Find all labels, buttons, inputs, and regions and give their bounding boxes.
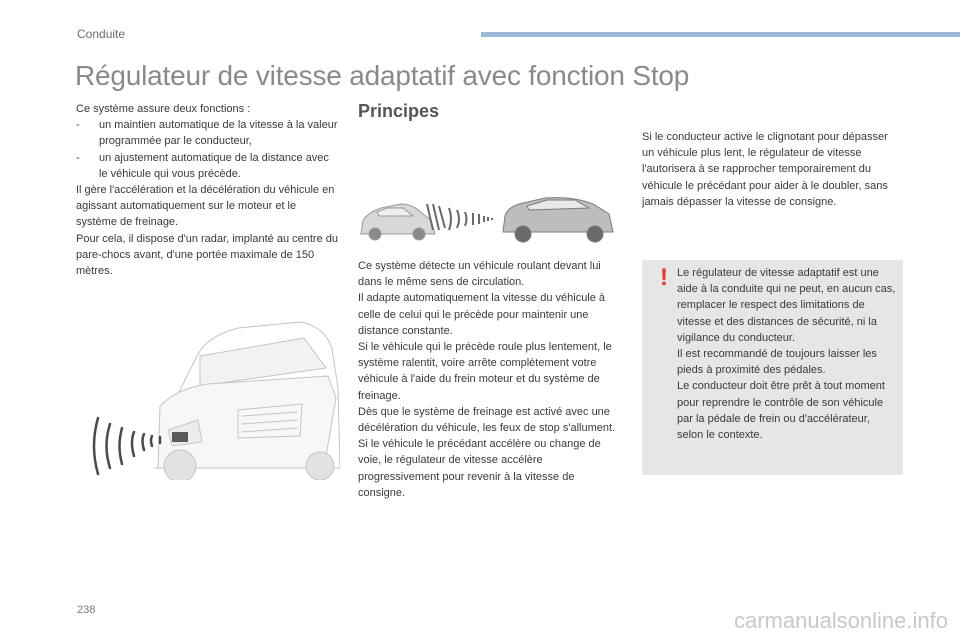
intro-list-item-text: un maintien automatique de la vitesse à la valeur programmée par le conducteur, bbox=[99, 119, 338, 148]
intro-lead: Ce système assure deux fonctions : bbox=[76, 103, 251, 115]
intro-column bbox=[76, 101, 338, 279]
principes-paragraph: Dès que le système de freinage est activé avec une décélération du véhicule, les feux de stop s'allument. bbox=[358, 405, 616, 435]
intro-paragraph: Il gère l'accélération et la décélération du véhicule en agissant automatiquement sur le moteur et le système de freinage. bbox=[76, 184, 335, 229]
header-accent-bar bbox=[481, 32, 960, 37]
section-label: Conduite bbox=[77, 27, 126, 41]
radar-following-illustration bbox=[357, 190, 617, 246]
warning-paragraph: Le conducteur doit être prêt à tout moment pour reprendre le contrôle de son véhicule par la pédale de frein ou d'accélérateur, selon le contexte. bbox=[677, 380, 885, 442]
overtake-paragraph: Si le conducteur active le clignotant pour dépasser un véhicule plus lent, le régulateur de vitesse l'autorisera à se rapprocher temporairement du véhicule le précédant pour aider à le doubler, sans jamais dépasser la vitesse de consigne. bbox=[642, 131, 888, 208]
principes-heading: Principes bbox=[358, 101, 440, 121]
intro-list-item-text: un ajustement automatique de la distance avec le véhicule qui vous précède. bbox=[99, 151, 329, 180]
page-number: 238 bbox=[77, 604, 96, 616]
page-title: Régulateur de vitesse adaptatif avec fonction Stop bbox=[75, 60, 690, 91]
principes-paragraph: Si le véhicule le précédant accélère ou change de voie, le régulateur de vitesse accélère progressivement pour revenir à la vitesse de consigne. bbox=[358, 438, 601, 499]
warning-exclamation-icon: ! bbox=[660, 264, 668, 291]
overtake-column bbox=[642, 129, 900, 210]
principes-column bbox=[358, 258, 620, 501]
principes-paragraph: Ce système détecte un véhicule roulant devant lui dans le même sens de circulation. bbox=[358, 260, 601, 289]
intro-list-item: - un ajustement automatique de la distance avec le véhicule qui vous précède. bbox=[76, 151, 329, 180]
intro-paragraph: Pour cela, il dispose d'un radar, implanté au centre du pare-chocs avant, d'une portée maximale de 150 mètres. bbox=[76, 232, 338, 278]
warning-paragraph: Le régulateur de vitesse adaptatif est une aide à la conduite qui ne peut, en aucun cas, remplacer le respect des limitations de vitesse et des distances de sécurité, ni la vigilance du conducteur. bbox=[677, 267, 896, 344]
principes-paragraph: Il adapte automatiquement la vitesse du véhicule à celle de celui qui le précède pour maintenir une distance constante. bbox=[358, 292, 606, 337]
warning-text bbox=[677, 265, 897, 443]
intro-list-item: - un maintien automatique de la vitesse à la valeur programmée par le conducteur, bbox=[76, 119, 338, 148]
warning-paragraph: Il est recommandé de toujours laisser les pieds à proximité des pédales. bbox=[677, 348, 877, 377]
watermark: carmanualsonline.info bbox=[733, 608, 948, 633]
front-radar-car-illustration bbox=[88, 318, 340, 480]
principes-paragraph: Si le véhicule qui le précède roule plus lentement, le système ralentit, voire arrête complètement votre véhicule à l'aide du frein moteur et du système de freinage. bbox=[358, 341, 612, 402]
